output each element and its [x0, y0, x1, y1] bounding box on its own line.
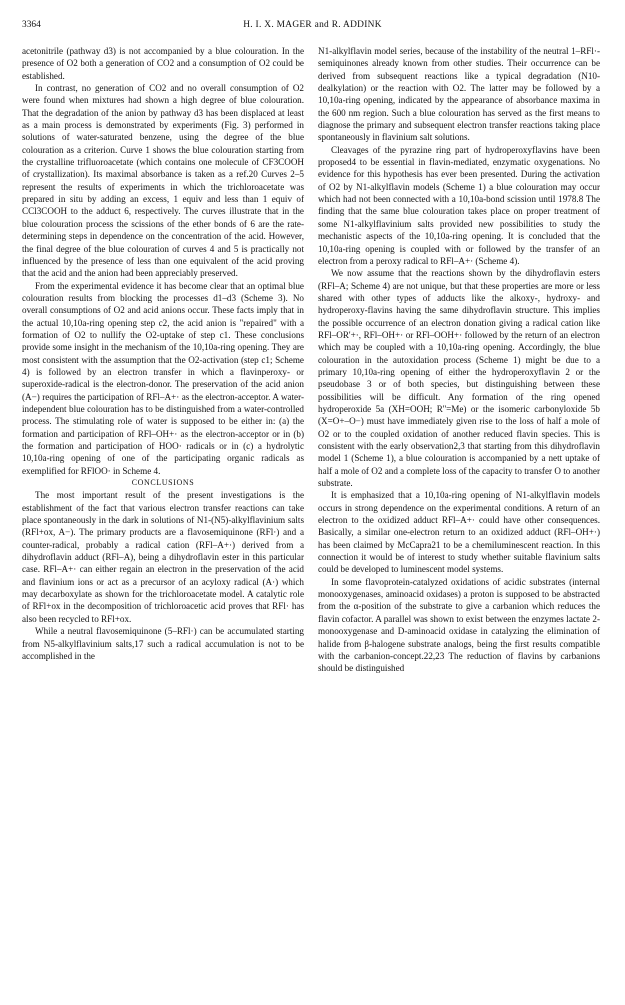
paragraph: The most important result of the present investigations is the establishment of the fact that various electron transfer reactions can take place spontaneously in the dark in solutions of N1-(N5)-alkylflavinium salts (RFl+ox, A−). The primary products are a flavosemiquinone (RFl·) and a counter-radical, probably a radical cation (RFl–A+·) derived from a dihydroflavin adduct (RFl–A), being a dihydroflavin ester in this particular case. RFl–A+· can either regain an electron in the preservation of the acid and flavinium ions or act as a precursor of an acyloxy radical (A·) which may decarboxylate as shown for the trichloroacetate model. A catalytic role of RFl+ox in the decomposition of trichloroacetic acid proves that RFl· has also been recycled to RFl+ox. — [22, 490, 304, 624]
running-title: H. I. X. MAGER and R. ADDINK — [243, 20, 382, 30]
page-number: 3364 — [22, 20, 41, 30]
paragraph: In some flavoprotein-catalyzed oxidations of acidic substrates (internal monooxygenases, aminoacid oxidases) a proton is supposed to be abstracted from the α-position of the substrate to give a carbanion which reduces the flavin cofactor. A parallel was shown to exist between the enzymes lactate 2-monooxygenase and D-aminoacid oxidase in catalyzing the elimination of halide from β-halogene substrate analogs, being the first results compatible with the carbanion-concept.22,23 The reduction of flavins by carbanions should be distinguished — [318, 576, 600, 674]
paragraph: In contrast, no generation of CO2 and no overall consumption of O2 were found when mixtures had shown a high degree of blue colouration. That the degradation of the anion by pathway d3 has been displaced at least as a main process is demonstrated by experiments (Fig. 3) performed in solutions of water-saturated benzene, using the degree of the blue colouration as a criterion. Curve 1 shows the blue colouration starting from the crystalline trifluoroacetate (which contains one molecule of CF3COOH of crystallization). Its maximal absorbance is taken as a ref.20 Curves 2–5 represent the results of experiments in which the trichloroacetate was prepared in situ by adding an excess, 1 equiv and less than 1 equiv of CCl3COOH to the adduct 6, respectively. The curves illustrate that in the blue colouration process the scissions of the ether bonds of 6 are the rate-determining steps in dependence on the concentration of the acid. However, the final degree of the blue colouration of curves 4 and 5 is practically not influenced by the presence of less than one equivalent of the acid proving that the acid and the anion had been appreciably preserved. — [22, 83, 304, 279]
paragraph: N1-alkylflavin model series, because of the instability of the neutral 1–RFl·-semiquinones already known from other studies. Their occurrence can be derived from subsequent reactions like a typical degradation (N10-dealkylation) or the reaction with O2. The latter may be followed by a 10,10a-ring opening, indicated by the appearance of absorbance maxima in the 600 nm region. Such a blue colouration has served as the first means to diagnose the primary and subsequent electron transfer reactions taking place spontaneously in flavinium salt solutions. — [318, 46, 600, 143]
left-column — [22, 45, 304, 662]
paragraph: Cleavages of the pyrazine ring part of hydroperoxyflavins have been proposed4 to be essential in flavin-mediated, enzymatic oxygenations. No evidence for this hypothesis has ever been presented. During the activation of O2 by N1-alkylflavin models (Scheme 1) a blue colouration may occur which had not been connected with a 10,10a-bond scission until 1978.8 The finding that the same blue colouration takes place on proper treatment of some N1-alkylflavinium salts provided new possibilities to study the mechanistic aspects of the 10,10a-ring opening. It is concluded that the 10,10a-ring opening is coupled with or followed by the transfer of an electron from a peroxy radical to RFl–A+· (Scheme 4). — [318, 144, 600, 266]
paragraph: From the experimental evidence it has become clear that an optimal blue colouration results from blocking the processes d1–d3 (Scheme 3). No overall consumptions of O2 and acid anions occur. These facts imply that in the actual 10,10a-ring opening step c2, the acid anion is "repaired" with a formation of O2 to nullify the O2-uptake of step c1. These conclusions provide some insight in the mechanism of the 10,10a-ring opening. They are most consistent with the assumption that the O2-activation (step c1; Scheme 4) is followed by an electron transfer in which a flavinperoxy- or superoxide-radical is the electron-donor. The preservation of the acid anion (A−) requires the participation of RFl–A+· as the electron-acceptor. A water-independent blue colouration has to be distinguished from a water-controlled process. The stimulating role of water is supposed to be either in: (a) the formation and participation of RFl–OH+· as the electron-acceptor or in (b) the formation and participation of HOO· radicals or in (c) a hydrolytic 10,10a-ring opening of one of the participating organic radicals as exemplified for RFlOO· in Scheme 4. — [22, 280, 304, 476]
section-heading-conclusions: CONCLUSIONS — [131, 478, 195, 488]
right-column — [318, 45, 600, 675]
page-header — [22, 20, 603, 34]
paragraph: acetonitrile (pathway d3) is not accompanied by a blue colouration. In the presence of O2 both a generation of CO2 and a consumption of O2 could be established. — [22, 46, 304, 81]
paragraph: While a neutral flavosemiquinone (5–RFl·) can be accumulated starting from N5-alkylflavinium salts,17 such a radical accumulation is not to be accomplished in the — [22, 626, 304, 661]
paragraph: We now assume that the reactions shown by the dihydroflavin esters (RFl–A; Scheme 4) are not unique, but that these properties are more or less shared with other types of adducts like the alkoxy-, hydroxy- and hydroperoxy-flavins having the same dihydroflavin structure. This implies the possible occurrence of an electron donation giving a radical cation like RFl–OR'+·, RFl–OH+· or RFl–OOH+· followed by the return of an electron which may be coupled with a 10,10a-ring opening. Accordingly, the blue colouration in the autoxidation process (Scheme 1) might be due to a primary 10,10a-ring opening of either the hydroperoxyflavin 2 or the pseudobase 3 or of both species, but distinguishing between these possibilities will be difficult. Any formation of the ring opened hydroperoxide 5a (XH=OOH; R''=Me) or the isomeric carbonyloxide 5b (X=O+–O−) must have immediately given rise to the loss of half a mole of O2 or to the coupled oxidation of another reduced flavin species. This is consistent with the early observation2,3 that starting from this dihydroflavin model 1 (Scheme 1), a blue colouration is accompanied by a nett uptake of half a mole of O2 and a complete loss of the capacity to transfer O to another substrate. — [318, 268, 600, 489]
paragraph: It is emphasized that a 10,10a-ring opening of N1-alkylflavin models occurs in strong dependence on the experimental conditions. A return of an electron to the oxidized adduct RFl–A+· could have other consequences. Basically, a similar one-electron return to an oxidized adduct (RFl–OH+·) has been claimed by McCapra21 to be a chemiluminescent reaction. In this connection it would be of interest to study whether suitable flavinium salts could be developed to luminescent model systems. — [318, 490, 600, 575]
